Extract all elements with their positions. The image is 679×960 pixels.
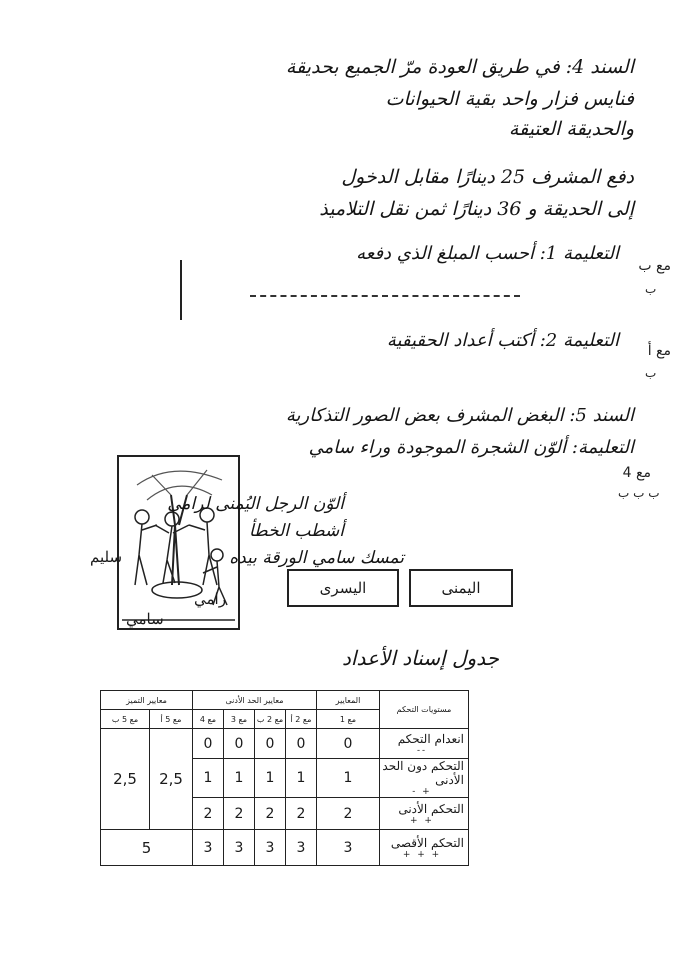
table-cell: 2 [317, 798, 380, 830]
choice-left-label: اليسرى [319, 579, 367, 597]
child-right-body [189, 522, 217, 585]
subheader-2: مع 2 أ [286, 710, 317, 729]
table-row [101, 830, 469, 866]
subheader-4: مع 3 [224, 710, 255, 729]
table-row [101, 729, 469, 759]
choice-right-label: اليمنى [441, 579, 481, 597]
picture-label-salim: سليم [90, 548, 123, 566]
row-label: انعدام التحكم -- [380, 729, 469, 759]
row-label: التحكم الأدنى + + [380, 798, 469, 830]
excellence-merged-1: 2,5 [150, 729, 193, 830]
table-cell: 3 [224, 830, 255, 866]
table-cell: 1 [317, 759, 380, 798]
excellence-merged-2: 2,5 [101, 729, 150, 830]
table-cell: 1 [286, 759, 317, 798]
header-levels: مستويات التحكم [380, 691, 469, 729]
choice-left-box[interactable] [287, 569, 399, 607]
table-cell: 3 [286, 830, 317, 866]
color-instruction-1: ألوّن الرجل اليُمنى لرامي [167, 494, 344, 514]
task1-label: التعليمة 1: أحسب المبلغ الذي دفعه [356, 243, 619, 264]
header-criteria: المعايير [317, 691, 380, 710]
q5-code: مع 4 [622, 465, 651, 481]
picture-label-sami: سامي [126, 610, 164, 628]
table-cell: 3 [193, 830, 224, 866]
problem-line2: إلى الحديقة و 36 دينارًا ثمن نقل التلاميذ [319, 198, 634, 220]
table-cell: 3 [255, 830, 286, 866]
color-instruction-3: تمسك سامي الورقة بيده [229, 548, 404, 568]
child-left-head [135, 510, 149, 524]
q5-line2: التعليمة: ألوّن الشجرة الموجودة وراء سامي [308, 437, 634, 458]
task2-label: التعليمة 2: أكتب أعداد الحقيقية [386, 330, 619, 351]
header-excellence: معايير التميز [101, 691, 193, 710]
task1-answer-bracket [180, 260, 182, 320]
q4-line2: فنايس فزار واحد بقية الحيوانات [385, 88, 634, 110]
child-left-body [135, 524, 157, 585]
child-middle-body [155, 525, 189, 583]
table-cell: 0 [193, 729, 224, 759]
child-middle-head [165, 512, 179, 526]
task2-mark: ب [645, 366, 657, 380]
grade-table [100, 690, 469, 866]
q4-text-1: في طريق العودة مرّ الجميع بحديقة [285, 56, 560, 78]
table-cell: 1 [224, 759, 255, 798]
subheader-5: مع 4 [193, 710, 224, 729]
table-cell: 1 [193, 759, 224, 798]
table-cell: 2 [193, 798, 224, 830]
excellence-total: 5 [101, 830, 193, 866]
header-minimum: معايير الحد الأدنى [193, 691, 317, 710]
table-cell: 0 [255, 729, 286, 759]
table-cell: 2 [224, 798, 255, 830]
subheader-6: مع 5 أ [150, 710, 193, 729]
table-cell: 0 [224, 729, 255, 759]
grade-table-title: جدول إسناد الأعداد [342, 646, 499, 670]
task1-code: مع ب [638, 258, 671, 274]
subheader-1: مع 1 [317, 710, 380, 729]
table-cell: 0 [317, 729, 380, 759]
picture-label-rami: رامي [194, 590, 226, 608]
table-cell: 2 [286, 798, 317, 830]
row-label: التحكم الأقصى + + + [380, 830, 469, 866]
row-label: التحكم دون الحد الأدنى + - [380, 759, 469, 798]
task1-mark: ب [645, 282, 657, 296]
table-cell: 1 [255, 759, 286, 798]
task2-code: مع أ [647, 343, 671, 359]
grade-table-header-row [101, 691, 469, 710]
color-instruction-2: أشطب الخطأ [248, 521, 344, 541]
q4-label: السند 4: [565, 56, 634, 78]
table-cell: 2 [255, 798, 286, 830]
q5-line1 [286, 405, 634, 426]
q4-line1 [286, 56, 634, 78]
table-cell: 0 [286, 729, 317, 759]
q5-text-1: البغض المشرف بعض الصور التذكارية [285, 405, 564, 426]
subheader-7: مع 5 ب [101, 710, 150, 729]
q5-mark: ب ب ب [618, 486, 660, 500]
q5-label: السند 5: [569, 405, 634, 426]
child-front-head [211, 549, 223, 561]
task1-answer-line [250, 295, 520, 297]
subheader-3: مع 2 ب [255, 710, 286, 729]
table-cell: 3 [317, 830, 380, 866]
problem-line1: دفع المشرف 25 دينارًا مقابل الدخول [341, 166, 634, 188]
choice-right-box[interactable] [409, 569, 513, 607]
q4-line3: والحديقة العتيقة [508, 118, 634, 140]
